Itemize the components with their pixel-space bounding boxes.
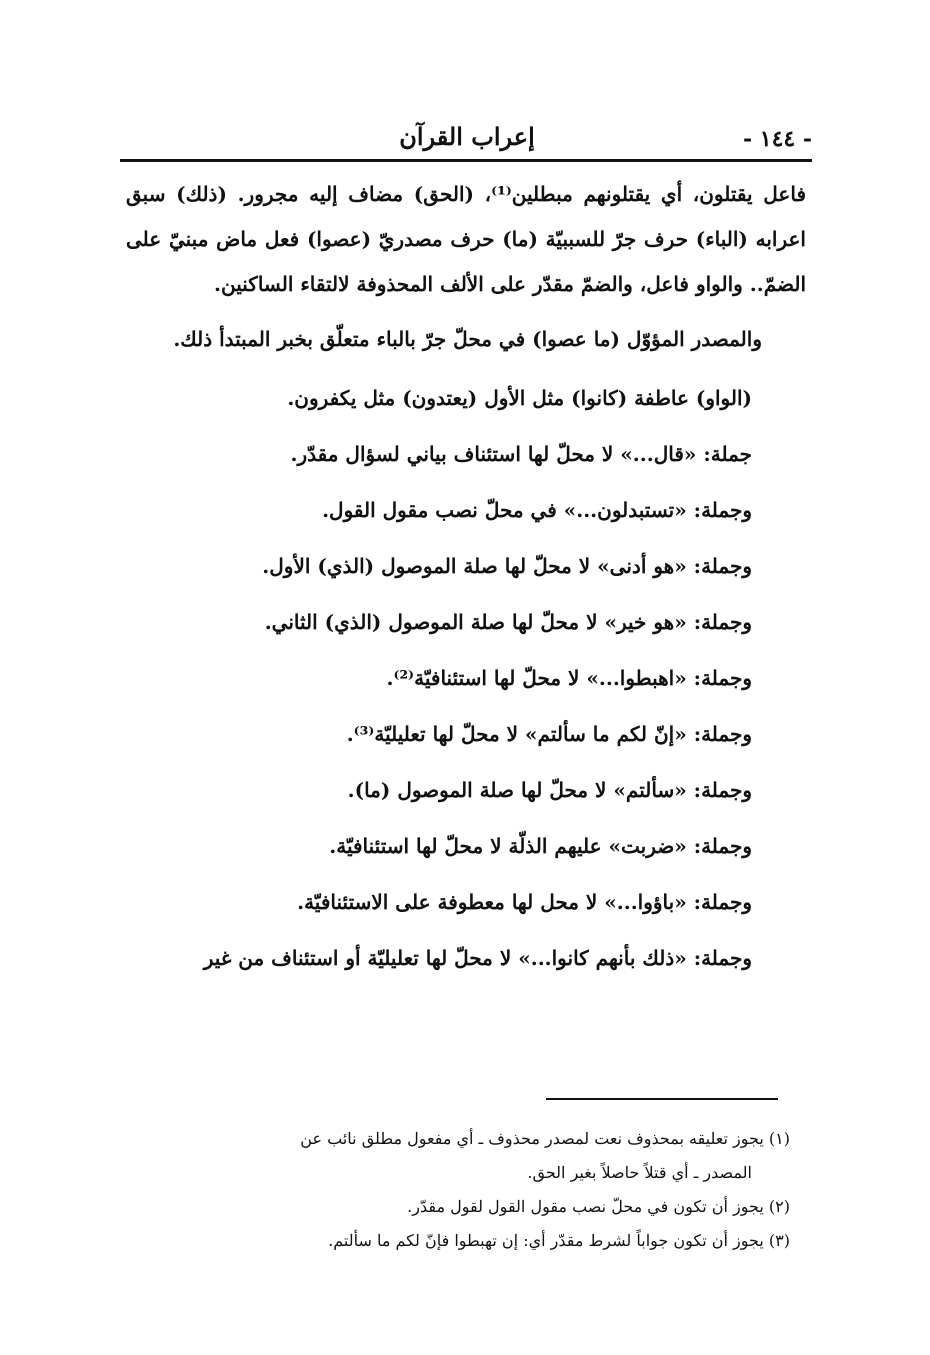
main-text xyxy=(126,172,806,986)
sentence-list xyxy=(126,370,806,986)
page-number: - ١٤٤ - xyxy=(742,126,812,152)
paragraph: فاعل يقتلون، أي يقتلونهم مبطلين⁽¹⁾، (الحق) مضاف إليه مجرور. (ذلك) سبق اعرابه (الباء) حرف جرّ للسببيّة (ما) حرف مصدريّ (عصوا) فعل ماض مبنيّ على الضمّ.. والواو فاعل، والضمّ مقدّر على الألف المحذوفة لالتقاء الساكنين. xyxy=(126,182,807,296)
footnotes xyxy=(118,1122,790,1258)
footnote-rule xyxy=(546,1098,778,1100)
footnote: (٢) يجوز أن تكون في محلّ نصب مقول القول لقول مقدّر. xyxy=(407,1197,790,1216)
list-item: وجملة: «تستبدلون...» في محلّ نصب مقول القول. xyxy=(322,498,752,522)
list-item: وجملة: «ضربت» عليهم الذلّة لا محلّ لها استئنافيّة. xyxy=(329,834,752,858)
header-rule xyxy=(120,159,812,162)
list-item: جملة: «قال...» لا محلّ لها استئناف بياني لسؤال مقدّر. xyxy=(290,442,752,466)
list-item: وجملة: «اهبطوا...» لا محلّ لها استئنافيّة⁽²⁾. xyxy=(386,666,752,690)
list-item: (الواو) عاطفة (كانوا) مثل الأول (يعتدون) مثل يكفرون. xyxy=(287,386,752,410)
list-item: وجملة: «باؤوا...» لا محل لها معطوفة على الاستئنافيّة. xyxy=(297,890,752,914)
paragraph: والمصدر المؤوّل (ما عصوا) في محلّ جرّ بالباء متعلّق بخبر المبتدأ ذلك. xyxy=(173,327,762,351)
list-item: وجملة: «إنّ لكم ما سألتم» لا محلّ لها تعليليّة⁽³⁾. xyxy=(346,722,752,746)
footnote: (١) يجوز تعليقه بمحذوف نعت لمصدر محذوف ـ أي مفعول مطلق نائب عن xyxy=(300,1129,790,1148)
list-item: وجملة: «هو أدنى» لا محلّ لها صلة الموصول (الذي) الأول. xyxy=(262,554,752,578)
footnote-continuation: المصدر ـ أي قتلاً حاصلاً بغير الحق. xyxy=(527,1163,752,1182)
list-item: وجملة: «سألتم» لا محلّ لها صلة الموصول (ما). xyxy=(347,778,752,802)
page-header xyxy=(122,118,812,158)
list-item: وجملة: «ذلك بأنهم كانوا...» لا محلّ لها تعليليّة أو استئناف من غير xyxy=(203,946,752,970)
footnote: (٣) يجوز أن تكون جواباً لشرط مقدّر أي: إن تهبطوا فإنّ لكم ما سألتم. xyxy=(328,1231,790,1250)
running-title: إعراب القرآن xyxy=(399,122,535,151)
list-item: وجملة: «هو خير» لا محلّ لها صلة الموصول (الذي) الثاني. xyxy=(264,610,752,634)
